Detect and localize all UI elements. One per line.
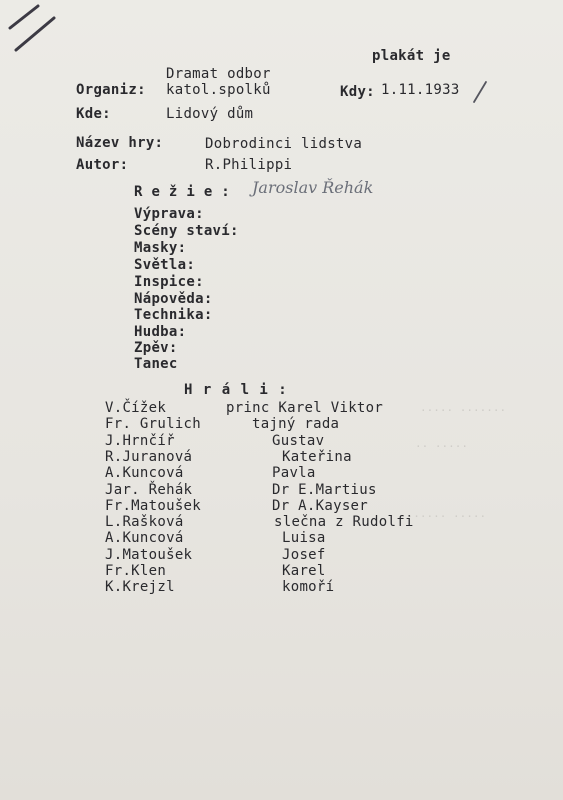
cast-role: Gustav [272,432,325,449]
cast-actor: V.Čížek [105,400,167,416]
pencil-tick-mark [470,80,490,106]
nazev-label: Název hry: [76,135,164,151]
cast-actor: A.Kuncová [105,530,184,547]
organiz-value-line2: katol.spolků [166,82,271,98]
cast-actor: R.Juranová [105,448,193,465]
cast-role: Pavla [272,465,316,482]
crew-field-label: Inspice: [134,274,204,290]
cast-actor: Jar. Řehák [105,481,193,498]
cast-actor: A.Kuncová [105,465,184,482]
cast-role: slečna z Rudolfi [274,514,414,531]
cast-role: komoří [282,579,335,596]
cast-role: tajný rada [252,416,340,433]
crew-field-label: Scény staví: [134,223,239,239]
crew-field-label: Tanec [134,356,178,372]
cast-role: Dr A.Kayser [272,497,369,514]
cast-actor: K.Krejzl [105,579,175,596]
cast-actor: J.Matoušek [105,546,193,563]
bleed-through-text: ·· ····· [415,440,468,453]
crew-field-label: Výprava: [134,206,204,222]
plakat-note: plakát je [372,48,451,64]
cast-actor: Fr.Matoušek [105,497,202,514]
cast-role: Karel [282,563,326,579]
crew-field-label: Nápověda: [134,291,213,307]
crew-field-label: Masky: [134,240,187,256]
cast-role: Kateřina [282,448,352,465]
crew-field-label: Zpěv: [134,340,178,356]
cast-actor: Fr.Klen [105,563,167,579]
kde-value: Lidový dům [166,106,254,122]
crew-field-label: Hudba: [134,324,187,340]
cast-role: Dr E.Martius [272,481,377,498]
cast-actor: Fr. Grulich [105,416,202,433]
cast-actor: J.Hrnčíř [105,432,175,449]
crew-field-label: Technika: [134,307,213,323]
bleed-through-text: ····· ······· [420,404,507,417]
autor-label: Autor: [76,157,129,173]
cast-role: princ Karel Viktor [226,400,384,416]
cast-role: Luisa [282,530,326,547]
crew-field-label: Světla: [134,257,196,273]
kdy-value: 1.11.1933 [381,82,460,98]
bleed-through-text: ······· ····· [400,510,487,523]
cast-role: Josef [282,546,326,563]
rezie-label: R e ž i e : [134,184,231,200]
kde-label: Kde: [76,106,111,122]
cast-actor: L.Rašková [105,514,184,531]
rezie-handwritten-value: Jaroslav Řehák [252,178,374,197]
cast-title: H r á l i : [184,382,288,398]
organiz-value-line1: Dramat odbor [166,66,271,82]
kdy-label: Kdy: [340,84,375,100]
nazev-value: Dobrodinci lidstva [205,136,363,152]
pencil-slash-marks [6,4,56,52]
organiz-label: Organiz: [76,82,146,98]
autor-value: R.Philippi [205,157,293,173]
